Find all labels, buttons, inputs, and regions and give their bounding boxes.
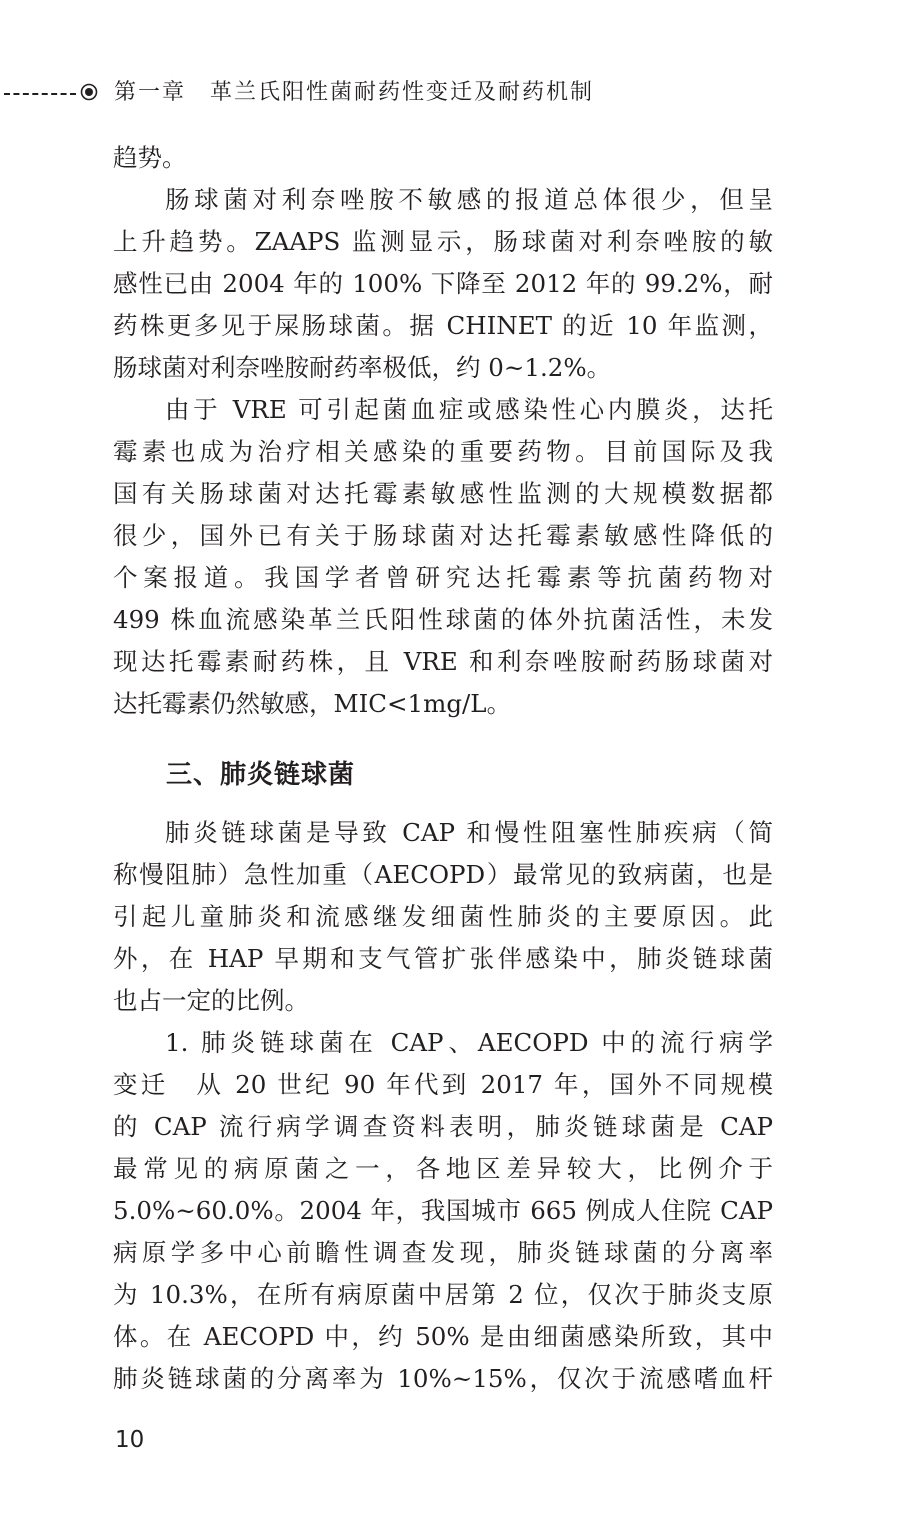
running-header (0, 76, 900, 112)
text-line: 肺炎链球菌的分离率为 10%~15%，仅次于流感嗜血杆 (113, 1364, 773, 1393)
paragraph-block-1 (113, 137, 773, 725)
text-line: 外，在 HAP 早期和支气管扩张伴感染中，肺炎链球菌 (113, 944, 773, 973)
text-line: 感性已由 2004 年的 100% 下降至 2012 年的 99.2%，耐 (113, 269, 773, 298)
text-line: 肠球菌对利奈唑胺不敏感的报道总体很少，但呈 (165, 185, 773, 214)
paragraph-block-2 (113, 812, 773, 1400)
text-line: 趋势。 (113, 143, 187, 172)
text-line: 霉素也成为治疗相关感染的重要药物。目前国际及我 (113, 437, 773, 466)
text-line: 由于 VRE 可引起菌血症或感染性心内膜炎，达托 (165, 395, 773, 424)
header-dashed-rule (4, 93, 76, 95)
text-line: 1. 肺炎链球菌在 CAP、AECOPD 中的流行病学 (165, 1028, 773, 1057)
text-line: 称慢阻肺）急性加重（AECOPD）最常见的致病菌，也是 (113, 860, 773, 889)
text-line: 499 株血流感染革兰氏阳性球菌的体外抗菌活性，未发 (113, 605, 773, 634)
text-line: 药株更多见于屎肠球菌。据 CHINET 的近 10 年监测， (113, 311, 773, 340)
text-line: 个案报道。我国学者曾研究达托霉素等抗菌药物对 (113, 563, 773, 592)
text-line: 变迁 从 20 世纪 90 年代到 2017 年，国外不同规模 (113, 1070, 773, 1099)
text-line: 的 CAP 流行病学调查资料表明，肺炎链球菌是 CAP (113, 1112, 773, 1141)
text-line: 5.0%~60.0%。2004 年，我国城市 665 例成人住院 CAP (113, 1196, 773, 1225)
text-line: 病原学多中心前瞻性调查发现，肺炎链球菌的分离率 (113, 1238, 773, 1267)
text-line: 达托霉素仍然敏感，MIC<1mg/L。 (113, 689, 512, 718)
text-line: 现达托霉素耐药株，且 VRE 和利奈唑胺耐药肠球菌对 (113, 647, 773, 676)
text-line: 肺炎链球菌是导致 CAP 和慢性阻塞性肺疾病（简 (165, 818, 773, 847)
page-number: 10 (115, 1427, 145, 1453)
text-line: 也占一定的比例。 (113, 986, 309, 1015)
text-line: 国有关肠球菌对达托霉素敏感性监测的大规模数据都 (113, 479, 773, 508)
text-line: 引起儿童肺炎和流感继发细菌性肺炎的主要原因。此 (113, 902, 773, 931)
text-line: 体。在 AECOPD 中，约 50% 是由细菌感染所致，其中 (113, 1322, 773, 1351)
chapter-title: 第一章 革兰氏阳性菌耐药性变迁及耐药机制 (114, 80, 595, 105)
bullseye-icon (80, 83, 98, 101)
text-line: 很少，国外已有关于肠球菌对达托霉素敏感性降低的 (113, 521, 773, 550)
text-line: 上升趋势。ZAAPS 监测显示，肠球菌对利奈唑胺的敏 (113, 227, 773, 256)
text-line: 最常见的病原菌之一，各地区差异较大，比例介于 (113, 1154, 773, 1183)
text-line: 为 10.3%，在所有病原菌中居第 2 位，仅次于肺炎支原 (113, 1280, 773, 1309)
text-line: 肠球菌对利奈唑胺耐药率极低，约 0~1.2%。 (113, 353, 612, 382)
section-heading: 三、肺炎链球菌 (166, 760, 356, 790)
